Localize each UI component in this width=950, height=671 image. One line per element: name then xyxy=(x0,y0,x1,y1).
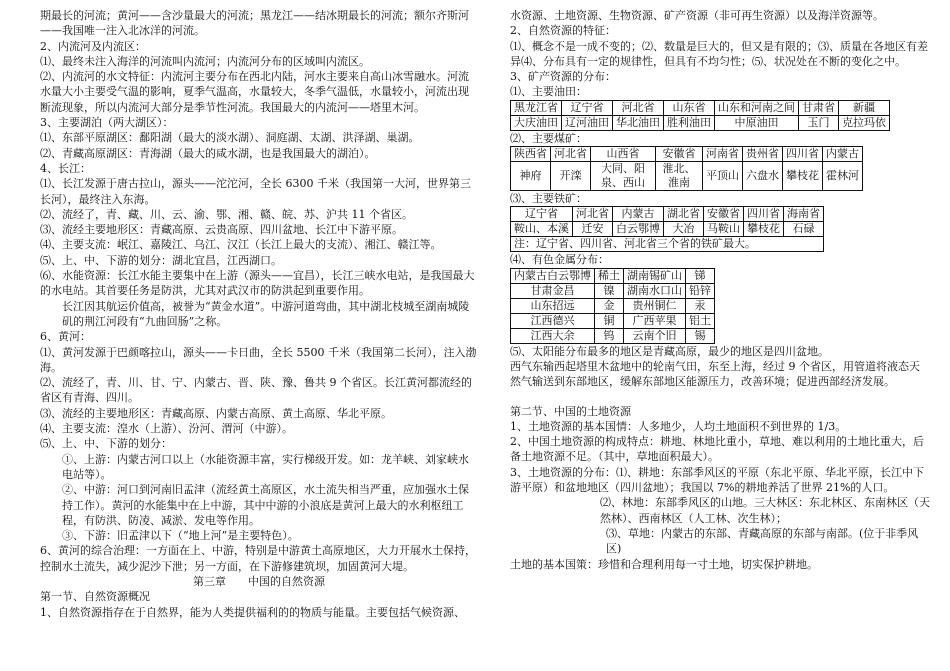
section-heading: 3、矿产资源的分布： xyxy=(510,70,616,84)
text-line: ①、上游：内蒙古河口以上（水能资源丰富，实行梯级开发。如：龙羊峡、刘家峡水电站等）。 xyxy=(62,452,469,481)
text-line: 土地的基本国策：珍惜和合理利用每一寸土地，切实保护耕地。 xyxy=(510,557,818,571)
table-cell: 辽宁省 xyxy=(562,100,613,115)
table-cell: 平顶山 xyxy=(703,162,743,191)
table-cell: 山西省 xyxy=(591,147,656,162)
table-cell: 大冶 xyxy=(664,222,704,237)
text-line: ②、中游：河口到河南旧孟津（流经黄土高原区，水土流失相当严重，应加强水土保持工作）。黄河的水能集中在上中游，其中中游的小浪底是黄河上最大的水利枢纽工程，有防洪、防凌、减淤、发电等作用。 xyxy=(62,483,469,527)
table-cell: 石碌 xyxy=(784,222,824,237)
table-cell: 攀枝花 xyxy=(744,222,784,237)
table-cell: 铜 xyxy=(595,313,624,328)
table-cell: 安徽省 xyxy=(656,147,703,162)
table-row xyxy=(511,237,824,252)
table-cell: 六盘水 xyxy=(743,162,783,191)
text-line: ⑷、主要支流：湟水（上游）、汾河、渭河（中游）。 xyxy=(40,422,293,436)
table-cell: 大同、阳泉、西山 xyxy=(591,162,656,191)
table-cell: 湖南锡矿山 xyxy=(624,268,686,283)
table-cell: 山东和河南之间 xyxy=(715,100,799,115)
section-title: 第二节、中国的土地资源 xyxy=(510,404,631,418)
table-cell: 海南省 xyxy=(784,207,824,222)
table-cell: 黑龙江省 xyxy=(511,100,562,115)
table-cell: 玉门 xyxy=(799,115,839,130)
table-cell: 锡 xyxy=(686,328,715,343)
table-cell: 迁安 xyxy=(573,222,613,237)
text-line: 长江因其航运价值高，被誉为“黄金水道”。中游河道弯曲，其中湖北枝城至湖南城陵矶的荆江河段有“九曲回肠”之称。 xyxy=(62,299,470,328)
table-cell: 云南个旧 xyxy=(624,328,686,343)
text-line: ⑵、内流河的水文特征：内流河主要分布在西北内陆，河水主要来自高山冰雪融水。河流水量大小主要受气温的影响，夏季气温高，水量较大，冬季气温低，水量较小，河流出现断流现象，所以内流河大部分是季节性河流。我国最大的内流河——塔里木河。 xyxy=(40,70,469,114)
section-heading: 2、自然资源的特征： xyxy=(510,24,616,38)
text-line: 6、黄河的综合治理：一方面在上、中游，特别是中游黄土高原地区，大力开展水土保持，控制水土流失，减少泥沙下泄；另一方面，在下游修建筑坝，加固黄河大堤。 xyxy=(40,544,476,573)
iron-mine-table xyxy=(510,206,824,252)
text-line: ⑸、太阳能分布最多的地区是青藏高原，最少的地区是四川盆地。 xyxy=(510,344,829,358)
table-cell: 马鞍山 xyxy=(704,222,744,237)
table-cell: 铅锌 xyxy=(686,283,715,298)
nonferrous-metal-table xyxy=(510,268,715,344)
table-cell: 陕西省 xyxy=(511,147,551,162)
text-line: ⑹、水能资源：长江水能主要集中在上游（源头——宜昌），长江三峡水电站，是我国最大的水电站。其首要任务是防洪，尤其对武汉市的防洪起到重要作用。 xyxy=(40,269,475,298)
table-row xyxy=(511,100,890,115)
text-line: ⑴、主要油田： xyxy=(510,85,587,99)
table-cell: 江西德兴 xyxy=(511,313,595,328)
table-cell: 汞 xyxy=(686,298,715,313)
table-cell: 甘肃金昌 xyxy=(511,283,595,298)
table-cell: 河北省 xyxy=(613,100,664,115)
text-line: ⑵、林地：东部季风区的山地。三大林区：东北林区、东南林区（天然林）、西南林区（人工林、次生林）； xyxy=(600,496,930,525)
table-row xyxy=(511,268,715,283)
table-cell: 稀土 xyxy=(595,268,624,283)
text-line: 1、土地资源的基本国情：人多地少，人均土地面积不到世界的 1/3。 xyxy=(510,419,847,433)
table-cell: 内蒙古 xyxy=(823,147,863,162)
text-line: ⑶、流经的主要地形区：青藏高原、内蒙古高原、黄土高原、华北平原。 xyxy=(40,406,392,420)
table-cell: 山东招远 xyxy=(511,298,595,313)
table-cell: 攀枝花 xyxy=(783,162,823,191)
table-cell: 胜利油田 xyxy=(664,115,715,130)
table-cell: 新疆 xyxy=(839,100,890,115)
text-line: ⑵、主要煤矿： xyxy=(510,131,587,145)
table-cell: 白云鄂博 xyxy=(613,222,664,237)
table-cell: 甘肃省 xyxy=(799,100,839,115)
text-line: ⑵、流经了，青、藏、川、云、渝、鄂、湘、赣、皖、苏、沪共 11 个省区。 xyxy=(40,207,413,221)
table-cell: 辽宁省 xyxy=(511,207,573,222)
chapter-title: 第三章 中国的自然资源 xyxy=(193,574,325,588)
text-line: ⑵、流经了，青、川、甘、宁、内蒙古、晋、陕、豫、鲁共 9 个省区。长江黄河都流经的省区有青海、四川。 xyxy=(40,376,472,405)
text-line: ⑴、最终未注入海洋的河流叫内流河；内流河分布的区域叫内流区。 xyxy=(40,54,370,68)
table-cell: 河北省 xyxy=(551,147,591,162)
table-cell: 湖北省 xyxy=(664,207,704,222)
text-line: 1、自然资源指存在于自然界，能为人类提供福利的的物质与能量。主要包括气候资源、 xyxy=(40,605,465,619)
table-row xyxy=(511,222,824,237)
text-line: ⑶、流经主要地形区：青藏高原、云贵高原、四川盆地、长江中下游平原。 xyxy=(40,223,403,237)
table-cell: 安徽省 xyxy=(704,207,744,222)
table-cell: 淮北、淮南 xyxy=(656,162,703,191)
text-line: ⑸、上、中、下游的划分：湖北宜昌，江西湖口。 xyxy=(40,253,282,267)
table-cell: 湖南水口山 xyxy=(624,283,686,298)
text-line: 3、土地资源的分布：⑴、耕地：东部季风区的平原（东北平原、华北平原，长江中下游平原）和盆地地区（四川盆地）；我国以 7%的耕地养活了世界 21%的人口。 xyxy=(510,465,924,495)
table-cell: 中原油田 xyxy=(715,115,799,130)
section-heading: 2、内流河及内流区： xyxy=(40,39,146,53)
table-cell: 金 xyxy=(595,298,624,313)
table-cell: 四川省 xyxy=(783,147,823,162)
table-cell: 神府 xyxy=(511,162,551,191)
text-line: ⑴、长江发源于唐古拉山，源头——沱沱河，全长 6300 千米（我国第一大河，世界第三长河），最终注入东海。 xyxy=(40,177,471,206)
table-cell: 辽河油田 xyxy=(562,115,613,130)
table-row xyxy=(511,298,715,313)
table-cell: 贵州省 xyxy=(743,147,783,162)
text-line: 西气东输西起塔里木盆地中的轮南气田，东至上海，经过 9 个省区，用管道将液态天然气输送到东部地区，缓解东部地区能源压力，改善环境；促进西部经济发展。 xyxy=(510,359,920,389)
spacer xyxy=(510,390,930,404)
table-cell: 贵州铜仁 xyxy=(624,298,686,313)
table-cell: 江西大余 xyxy=(511,328,595,343)
table-cell: 铝土 xyxy=(686,313,715,328)
table-cell: 克拉玛依 xyxy=(839,115,890,130)
section-heading: 4、长江： xyxy=(40,161,91,175)
text-line: ⑴、黄河发源于巴颜喀拉山，源头——卡日曲，全长 5500 千米（我国第二长河），注入渤海。 xyxy=(40,345,477,374)
oil-field-table xyxy=(510,100,890,131)
table-cell: 钨 xyxy=(595,328,624,343)
table-cell: 广西苹果 xyxy=(624,313,686,328)
text-line: 期最长的河流；黄河——含沙量最大的河流；黑龙江——结冰期最长的河流；额尔齐斯河——我国唯一注入北冰洋的河流。 xyxy=(40,9,469,38)
table-row xyxy=(511,162,863,191)
table-cell: 四川省 xyxy=(744,207,784,222)
text-line: 2、中国土地资源的构成特点：耕地、林地比重小，草地、难以利用的土地比重大，后备土地资源不足。（其中，草地面积最大）。 xyxy=(510,435,924,464)
right-column xyxy=(510,8,930,572)
table-cell: 河南省 xyxy=(703,147,743,162)
left-column xyxy=(40,8,478,620)
text-line: ⑷、主要支流：岷江、嘉陵江、乌江、汉江（长江上最大的支流）、湘江、赣江等。 xyxy=(40,238,442,252)
table-row xyxy=(511,313,715,328)
text-line: ⑵、青藏高原湖区：青海湖（最大的咸水湖，也是我国最大的湖泊）。 xyxy=(40,146,376,160)
table-cell: 开滦 xyxy=(551,162,591,191)
text-line: ⑶、主要铁矿： xyxy=(510,192,587,206)
coal-mine-table xyxy=(510,146,863,191)
table-cell: 锑 xyxy=(686,268,715,283)
table-row xyxy=(511,283,715,298)
table-note: 注：辽宁省、四川省、河北省三个省的铁矿最大。 xyxy=(511,237,824,252)
table-cell: 山东省 xyxy=(664,100,715,115)
table-cell: 大庆油田 xyxy=(511,115,562,130)
table-cell: 霍林河 xyxy=(823,162,863,191)
text-line: ⑶、草地：内蒙古的东部、青藏高原的东部与南部。(位于非季风区) xyxy=(606,526,919,556)
text-line: ⑴、东部平原湖区：鄱阳湖（最大的淡水湖）、洞庭湖、太湖、洪泽湖、巢湖。 xyxy=(40,131,420,145)
table-cell: 河北省 xyxy=(573,207,613,222)
text-line: ⑷、有色金属分布： xyxy=(510,253,609,267)
table-row xyxy=(511,115,890,130)
table-cell: 内蒙古白云鄂博 xyxy=(511,268,595,283)
table-row xyxy=(511,328,715,343)
section-heading: 3、主要湖泊（两大湖区）： xyxy=(40,116,174,130)
table-cell: 鞍山、本溪 xyxy=(511,222,573,237)
text-line: ③、下游：旧孟津以下（“地上河”是主要特色）。 xyxy=(62,529,299,543)
text-line: ⑴、概念不是一成不变的；⑵、数量是巨大的，但又是有限的；⑶、质量在各地区有差异⑷、分布具有一定的规律性，但具有不均匀性；⑸、状况处在不断的变化之中。 xyxy=(510,39,928,68)
text-line: 水资源、土地资源、生物资源、矿产资源（非可再生资源）以及海洋资源等。 xyxy=(510,9,884,22)
section-title: 第一节、自然资源概况 xyxy=(40,590,150,604)
table-row xyxy=(511,207,824,222)
table-cell: 内蒙古 xyxy=(613,207,664,222)
text-line: ⑸、上、中、下游的划分： xyxy=(40,437,172,451)
table-cell: 华北油田 xyxy=(613,115,664,130)
section-heading: 6、黄河： xyxy=(40,330,91,344)
table-cell: 镍 xyxy=(595,283,624,298)
table-row xyxy=(511,147,863,162)
